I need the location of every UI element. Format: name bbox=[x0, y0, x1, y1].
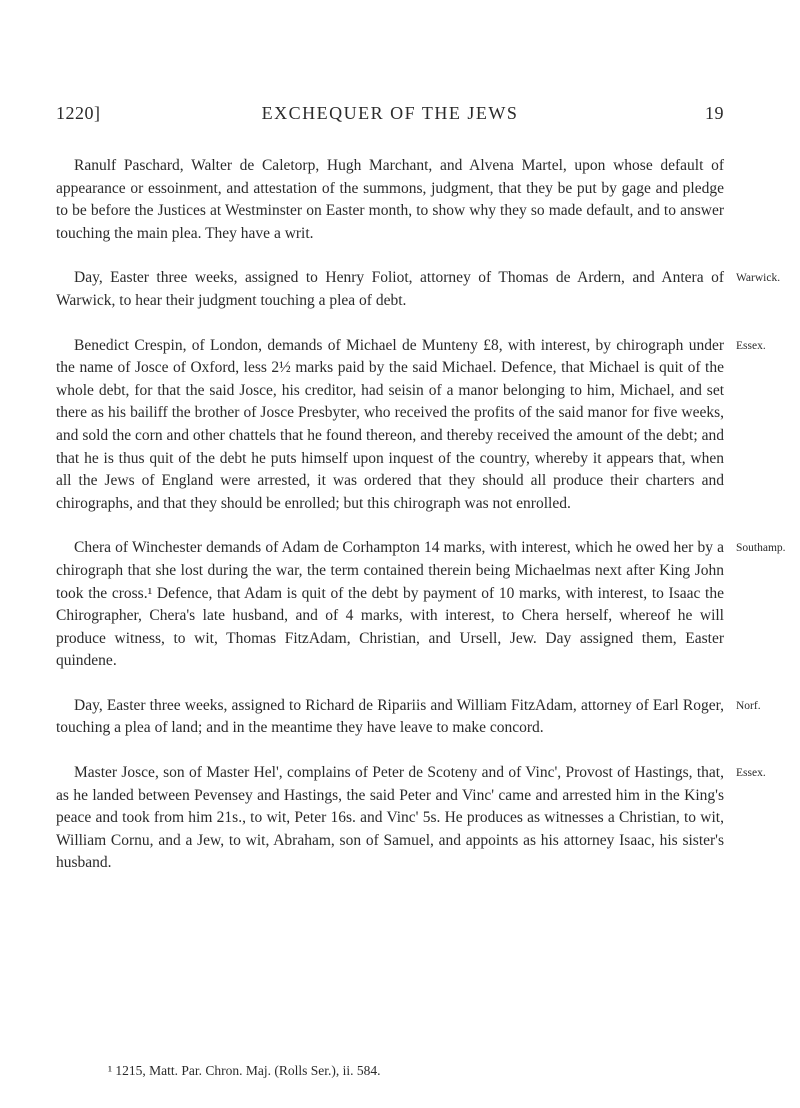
entries-list bbox=[56, 155, 786, 897]
header-year: 1220] bbox=[56, 103, 101, 123]
entry-1 bbox=[56, 155, 724, 245]
entry-4 bbox=[56, 537, 786, 673]
entry-6 bbox=[56, 762, 766, 875]
entry-text: Day, Easter three weeks, assigned to Henry Foliot, attorney of Thomas de Ardern, and Antera of Warwick, to hear their judgment touching a plea of debt. bbox=[56, 269, 724, 309]
footnote: ¹ 1215, Matt. Par. Chron. Maj. (Rolls Ser.), ii. 584. bbox=[108, 1063, 381, 1078]
county-note: Southamp. bbox=[736, 542, 786, 555]
county-note: Norf. bbox=[736, 699, 761, 712]
county-note: Essex. bbox=[736, 767, 766, 780]
entry-5 bbox=[56, 695, 761, 740]
page-number: 19 bbox=[705, 103, 724, 123]
header-title: EXCHEQUER OF THE JEWS bbox=[261, 103, 519, 123]
entry-text: Chera of Winchester demands of Adam de Corhampton 14 marks, with interest, which he owed her by a chirograph that she lost during the war, the term contained therein being Michaelmas next after King John took the cross.¹ Defence, that Adam is quit of the debt by payment of 10 marks, with interest, to Isaac the Chirographer, Chera's late husband, and of 4 marks, with interest, to Chera herself, whereof he will produce witness, to wit, Thomas FitzAdam, Christian, and Ursell, Jew. Day assigned them, Easter quindene. bbox=[56, 539, 724, 670]
entry-text: Master Josce, son of Master Hel', complains of Peter de Scoteny and of Vinc', Provost of Hastings, that, as he landed between Pevensey and Hastings, the said Peter and Vinc' came and arrested him in the King's peace and took from him 21s., to wit, Peter 16s. and Vinc' 5s. He produces as witnesses a Christian, to wit, William Cornu, and a Jew, to wit, Abraham, son of Samuel, and appoints as his attorney Isaac, his sister's husband. bbox=[56, 764, 724, 872]
entry-2 bbox=[56, 267, 781, 312]
running-header bbox=[56, 103, 724, 129]
entry-text: Ranulf Paschard, Walter de Caletorp, Hugh Marchant, and Alvena Martel, upon whose default of appearance or essoinment, and attestation of the summons, judgment, that they be put by gage and pledge to be before the Justices at Westminster on Easter month, to show why they so made default, and to answer touching the main plea. They have a writ. bbox=[56, 157, 724, 242]
entry-text: Day, Easter three weeks, assigned to Richard de Ripariis and William FitzAdam, attorney of Earl Roger, touching a plea of land; and in the meantime they have leave to make concord. bbox=[56, 696, 724, 737]
county-note: Essex. bbox=[736, 339, 766, 352]
county-note: Warwick. bbox=[736, 272, 781, 285]
entry-3 bbox=[56, 335, 766, 516]
entry-text: Benedict Crespin, of London, demands of Michael de Munteny £8, with interest, by chirograph under the name of Josce of Oxford, less 2½ marks paid by the said Michael. Defence, that Michael is quit of the whole debt, for that the said Josce, his creditor, had seisin of a manor belonging to him, Michael, and set there as his bailiff the brother of Josce Presbyter, who received the profits of the said manor for five weeks, and sold the corn and other chattels that he found thereon, and thereby received the amount of the debt; and that he is thus quit of the debt he puts himself upon inquest of the country, whereby it appears that, when all the Jews of England were arrested, it was ordered that they should all produce their charters and chirographs, and that they should be enrolled; but this chirograph was not enrolled. bbox=[56, 336, 724, 512]
